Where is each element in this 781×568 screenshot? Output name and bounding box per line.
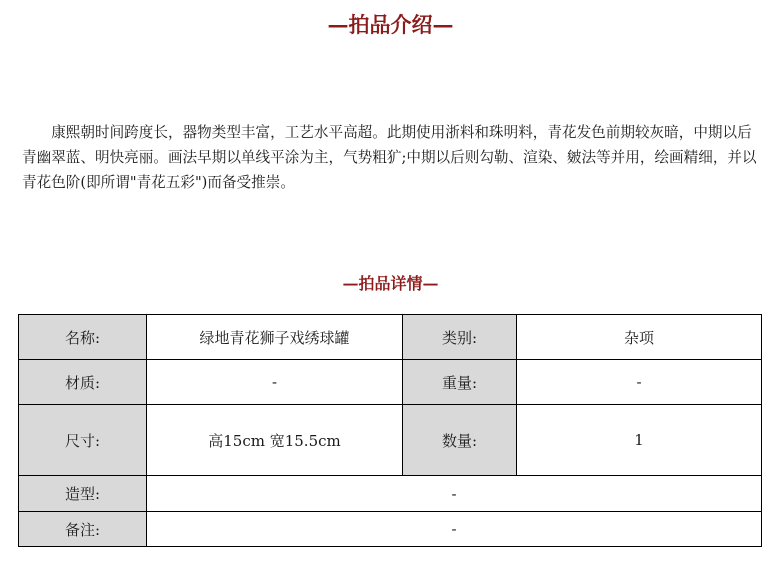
table-row bbox=[19, 405, 762, 476]
name-label: 名称: bbox=[19, 315, 147, 360]
table-row bbox=[19, 476, 762, 512]
details-section-title: —拍品详情— bbox=[342, 274, 439, 293]
quantity-label: 数量: bbox=[403, 405, 517, 476]
table-row bbox=[19, 360, 762, 405]
details-table bbox=[18, 314, 762, 547]
table-row bbox=[19, 512, 762, 547]
shape-value: - bbox=[147, 476, 762, 512]
material-label: 材质: bbox=[19, 360, 147, 405]
material-value: - bbox=[147, 360, 403, 405]
quantity-value: 1 bbox=[517, 405, 762, 476]
size-value: 高15cm 宽15.5cm bbox=[147, 405, 403, 476]
weight-label: 重量: bbox=[403, 360, 517, 405]
category-value: 杂项 bbox=[517, 315, 762, 360]
weight-value: - bbox=[517, 360, 762, 405]
shape-label: 造型: bbox=[19, 476, 147, 512]
size-label: 尺寸: bbox=[19, 405, 147, 476]
note-label: 备注: bbox=[19, 512, 147, 547]
note-value: - bbox=[147, 512, 762, 547]
table-row bbox=[19, 315, 762, 360]
category-label: 类别: bbox=[403, 315, 517, 360]
intro-description: 康熙朝时间跨度长，器物类型丰富，工艺水平高超。此期使用浙料和珠明料，青花发色前期较灰暗，中期以后青幽翠蓝、明快亮丽。画法早期以单线平涂为主，气势粗犷;中期以后则勾勒、渲染、皴法等并用，绘画精细，并以青花色阶(即所谓"青花五彩")而备受推崇。 bbox=[22, 124, 757, 191]
name-value: 绿地青花狮子戏绣球罐 bbox=[147, 315, 403, 360]
intro-section-title: —拍品介绍— bbox=[327, 12, 454, 37]
